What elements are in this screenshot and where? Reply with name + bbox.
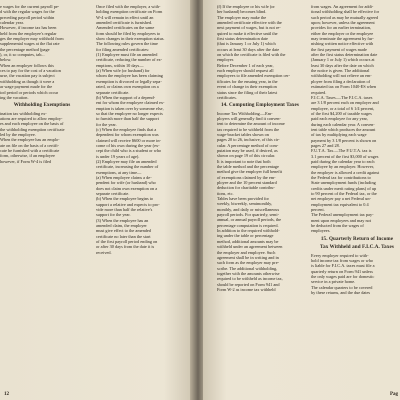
text-line: certificate, reducing the number of ex-: [96, 57, 163, 63]
text-line: employer.: [217, 57, 235, 63]
text-line: (2) Employee may file an amended: [96, 158, 157, 164]
text-line: tificates for the ensuing year, in the: [217, 78, 278, 84]
text-line: ces to pay for the cost of a vacation: [0, 68, 61, 74]
text-line: paid during the calendar year to each: [311, 158, 375, 164]
text-line: withheld under an agreement between: [217, 244, 283, 250]
text-line: (1) Employee must file an amended: [96, 52, 158, 58]
text-line: so that the employee no longer expects: [96, 110, 163, 116]
text-line: form, otherwise, if an employee: [0, 153, 55, 159]
text-line: by these returns, and the due dates: [311, 289, 371, 295]
text-line: 3.1 percent of the first $3,000 of wages: [311, 153, 379, 159]
text-line: (a) When wife (or husband) for: [96, 68, 150, 74]
text-line: rated, or claims own exemption on a: [96, 84, 159, 90]
text-line: is under 19 years of age).: [96, 153, 140, 159]
text-line: the employer is allowed a credit against: [311, 169, 380, 175]
text-line: ployee and the 10 percent standard: [217, 180, 277, 186]
text-line: ient table which produces the amount: [311, 126, 376, 132]
text-line: cate be furnished with a certificate: [0, 147, 60, 153]
text-line: monthly, and daily or miscellaneous: [217, 206, 280, 212]
left-page-number: 12: [4, 392, 9, 397]
text-line: such form as the employer may pre-: [217, 260, 280, 266]
text-line: next payment of wages, but is not re-: [217, 25, 281, 31]
text-line: led by the employee.: [0, 131, 36, 137]
text-line: ate on file on the basis of a certifi-: [0, 142, 59, 148]
text-line: the Federal tax for contributions to: [311, 175, 371, 180]
text-line: to furnish more than half the support: [96, 116, 160, 122]
text-line: certificates.: [217, 94, 237, 100]
text-line: claimed will receive $600 or more in-: [96, 137, 161, 143]
text-line: separate certificate.: [96, 191, 130, 197]
left-page: [0, 0, 193, 400]
text-line: e wages for the current payroll pe-: [0, 4, 60, 9]
text-line: (a) When employee claims a de-: [96, 175, 152, 180]
text-line: The employer may make the: [217, 14, 267, 20]
text-line: employee by an employer. However,: [311, 164, 375, 170]
text-line: (b) When the support of a depend-: [96, 94, 156, 100]
text-line: ges the employer may withhold from: [0, 36, 64, 42]
text-line: withholding will not relieve an em-: [311, 73, 372, 79]
text-line: quired to make it effective until the: [217, 30, 278, 36]
text-line: annual, or annual payroll periods, the: [217, 217, 282, 223]
text-line: scribe. The additional withholding,: [217, 265, 278, 271]
section-heading: 14. Computing Employment Taxes: [220, 102, 299, 109]
text-line: method, additional amounts may be: [217, 238, 279, 244]
text-line: Once filed with the employer, a with-: [96, 4, 161, 9]
text-line: service in a private home.: [311, 279, 356, 285]
text-line: status since the filing of their latest: [217, 89, 278, 95]
text-line: When the employee has an emplo-: [0, 137, 60, 143]
text-line: after the first status determination date: [311, 52, 378, 58]
text-line: ar wage payment made for the: [0, 84, 53, 90]
text-line: deduction for charitable contribu-: [217, 185, 275, 191]
left-page-column-2: [96, 4, 184, 255]
left-page-column-1: [0, 4, 84, 164]
text-line: iod period or periods which occur: [0, 89, 59, 95]
text-line: on which the certificate is filed with the: [217, 52, 286, 58]
text-line: event of change in their exemption: [217, 84, 277, 90]
text-line: pages 27 and 28.: [311, 142, 340, 148]
text-line: least 30 days after the date on which: [311, 62, 374, 68]
text-line: Before December 1 of each year,: [217, 62, 274, 68]
text-line: net employer pay a net Federal un-: [311, 196, 371, 202]
text-line: paid each employee for any year,: [311, 116, 368, 122]
text-line: calendar year.: [0, 20, 24, 26]
text-line: Income Tax Withholding.—Em-: [217, 110, 273, 116]
text-line: ), or, it so computes, tab...: [0, 52, 45, 58]
text-line: payroll periods. For quarterly, semi-: [217, 212, 280, 218]
text-line: ployee from filing a declaration of: [311, 78, 371, 84]
text-line: upon; however, unless the agreement: [311, 20, 375, 26]
text-line: (3) When the employee has an: [96, 217, 149, 223]
text-line: method give the employer full benefit: [217, 169, 283, 175]
text-line: employee, or a total of 6 1/4 percent,: [311, 105, 375, 111]
text-line: employees.: [311, 228, 331, 234]
text-line: F.I.C.A. Taxes.—The F.I.C.A. taxes: [311, 94, 373, 100]
text-line: The Federal unemployment tax pay-: [311, 212, 374, 218]
text-line: (January 1 or July 1) which occurs at: [311, 57, 375, 63]
text-line: tional withholding shall be effective for: [311, 9, 380, 15]
text-line: separate certificate.: [96, 89, 130, 95]
text-line: certificate, increasing the number of: [96, 164, 159, 170]
text-line: whom the employee has been claiming: [96, 73, 163, 79]
text-line: for filing amended certificates:: [96, 46, 150, 52]
text-line: support a relative and expects to pro-: [96, 201, 160, 207]
text-line: the employer and employee. Such: [217, 249, 276, 255]
text-line: (that is January 1 or July 1) which: [217, 41, 276, 47]
text-line: the first payment of wages made: [311, 46, 367, 52]
text-line: withholding as though it were a: [0, 78, 55, 84]
text-line: amended claim, the employer: [96, 223, 147, 229]
text-line: urse, the vacation pay is subject: [0, 73, 55, 79]
text-line: ination tax withholding ex-: [0, 110, 47, 116]
text-line: (f) If the employee or his wife (or: [217, 4, 275, 9]
text-line: tax required to be withheld from the: [217, 126, 280, 132]
text-line: ment upon employees and may not: [311, 217, 372, 223]
text-line: the withholding exemption certificate: [0, 126, 65, 132]
text-line: ient to determine the amount of income: [217, 121, 285, 127]
text-line: however, if Form W-4 is filed: [0, 158, 52, 164]
text-line: either the employer or the employee: [311, 30, 374, 36]
text-line: The calendar quarters to be covered: [311, 284, 373, 290]
text-line: exemptions, at any time—: [96, 169, 142, 175]
text-line: cept the child who is a student or who: [96, 148, 162, 154]
text-line: nishing written notice effective with: [311, 41, 374, 47]
text-line: emption is taken over by someone else,: [96, 105, 164, 111]
text-line: hold income tax from wages or who: [311, 257, 374, 263]
text-line: However, if income tax has been: [0, 25, 57, 31]
text-line: Form W-2 as income tax withheld: [217, 286, 276, 292]
text-line: certificate no later than the start: [96, 233, 151, 239]
text-line: vide more than half the relative's: [96, 207, 153, 213]
text-line: payment by 3 1/8 percent is shown on: [311, 137, 377, 143]
text-line: are 3 1/8 percent each on employer and: [311, 100, 379, 106]
text-line: below.: [0, 57, 12, 63]
text-line: es and each employee on the basis of: [0, 121, 64, 127]
text-line: employees to file amended exemption cer-: [217, 73, 291, 79]
text-line: first status determination date: [217, 36, 268, 42]
text-line: pages 20 to 26, inclusive, of this cir-: [217, 137, 280, 143]
text-line: tions, etc.: [217, 190, 234, 196]
text-line: for the year.: [96, 121, 117, 127]
text-line: received.: [96, 249, 112, 255]
text-line: amended certificate is furnished.: [96, 20, 153, 26]
text-line: such period as may be mutually agreed: [311, 14, 379, 20]
right-page-number: Pag: [389, 392, 398, 397]
text-line: does not claim own exemption on a: [96, 185, 158, 191]
text-line: occurs at least 30 days after the date: [217, 46, 280, 52]
text-line: Every employer required to with-: [311, 252, 369, 258]
right-page: [203, 0, 400, 400]
text-line: ployers will generally find it conven-: [217, 115, 281, 121]
text-line: her husband) becomes blind.: [217, 9, 267, 15]
text-line: the table method and the percentage: [217, 164, 279, 170]
text-line: emptions, within 10 days—: [96, 62, 144, 68]
text-line: required.: [311, 89, 327, 95]
text-line: estimated tax on Form 1040-ES when: [311, 84, 377, 90]
text-line: employment tax equivalent to 0.4: [311, 201, 369, 207]
text-line: pendent for wife (or husband) who: [96, 180, 156, 186]
text-line: (c) When the employee finds that a: [96, 126, 157, 132]
text-line: dependent for whom exemption was: [96, 132, 159, 138]
text-line: ations are required to allow employ-: [0, 115, 63, 121]
text-line: the percentage method (page: [0, 46, 50, 52]
text-line: holding exemption certificate on Form: [96, 9, 163, 15]
text-line: come of his own during the year (ex-: [96, 142, 160, 148]
text-line: Amended certificates on the same: [96, 25, 155, 31]
text-line: together with the amounts otherwise: [217, 270, 280, 276]
text-line: be deducted from the wages of: [311, 223, 364, 229]
text-line: of the first $4,200 of taxable wages: [311, 110, 372, 116]
text-line: of exemptions claimed by the em-: [217, 174, 276, 180]
text-line: is liable for F.I.C.A. taxes must file a: [311, 263, 375, 269]
text-line: It is important to note that both: [217, 158, 271, 164]
text-line: putation may be used, if desired, as: [217, 147, 278, 153]
text-line: of the first payroll period ending on: [96, 239, 158, 245]
text-line: ing the vacation.: [0, 94, 29, 100]
text-line: required to be withheld as income tax,: [217, 276, 283, 282]
text-line: may terminate the agreement by fur-: [311, 36, 374, 42]
text-line: provides for an earlier termination,: [311, 25, 372, 31]
section-heading: 15. Quarterly Return of Income: [320, 235, 394, 242]
text-line: form should be filed by employees to: [96, 30, 161, 36]
right-page-column-2: [311, 4, 400, 295]
text-line: percentage computation is required.: [217, 222, 279, 228]
text-line: F.U.T.A. Tax.—The F.U.T.A. tax is: [311, 148, 372, 154]
text-line: preceding payroll period within: [0, 14, 55, 20]
text-line: wage-bracket tables shown on: [217, 131, 269, 137]
text-line: ent for whom the employee claimed ex-: [96, 100, 165, 106]
text-line: must give effect to the amended: [96, 228, 151, 234]
text-line: Tables have been provided for: [217, 196, 269, 202]
text-line: credits under merit rating plans) of up: [311, 185, 377, 191]
text-line: ing under the table or percentage: [217, 233, 274, 239]
text-line: In addition to the required withhold-: [217, 228, 280, 234]
text-line: from wages. An agreement for addi-: [311, 4, 374, 9]
text-line: amended certificate effective with the: [217, 20, 282, 26]
text-line: supplemental wages at the flat rate: [0, 41, 60, 47]
section-heading: Withholding Exemptions: [13, 102, 71, 109]
text-line: The following rules govern the time: [96, 41, 158, 47]
text-line: should be reported on Form 941 and: [217, 281, 280, 287]
text-line: the only wages paid are for domestic: [311, 273, 375, 279]
text-line: show changes in their exemption status.: [96, 36, 165, 42]
text-line: support for the year.: [96, 212, 131, 218]
text-line: weekly, biweekly, semimonthly,: [217, 201, 273, 207]
text-line: each employer should request all: [217, 68, 274, 74]
text-line: d with the regular wages for the: [0, 9, 55, 15]
text-line: or after 30 days from the date it is: [96, 244, 155, 250]
text-line: held from the employee's regular: [0, 30, 57, 36]
text-line: W-4 will remain in effect until an: [96, 14, 154, 20]
text-line: quarterly return on Form 941 unless: [311, 268, 373, 274]
text-line: to 90 percent of the Federal tax, or the: [311, 191, 377, 197]
text-line: agreement shall be in writing and in: [217, 254, 279, 260]
text-line: of tax by multiplying each wage: [311, 132, 367, 138]
text-line: shown on page 19 of this circular.: [217, 153, 276, 159]
text-line: exemption is divorced or legally sepa-: [96, 78, 162, 84]
text-line: cular. A percentage method of com-: [217, 142, 279, 148]
right-page-column-1: [217, 4, 303, 292]
text-line: during each calendar year. A conven-: [311, 121, 375, 127]
text-line: When an employer follows this: [0, 62, 54, 68]
text-line: State unemployment funds (including: [311, 180, 376, 186]
text-line: the notice is given. The additional: [311, 68, 370, 74]
text-line: percent.: [311, 207, 325, 213]
text-line: (b) When the employee begins to: [96, 196, 154, 202]
section-heading: Tax Withheld and F.I.C.A. Taxes: [320, 244, 394, 251]
